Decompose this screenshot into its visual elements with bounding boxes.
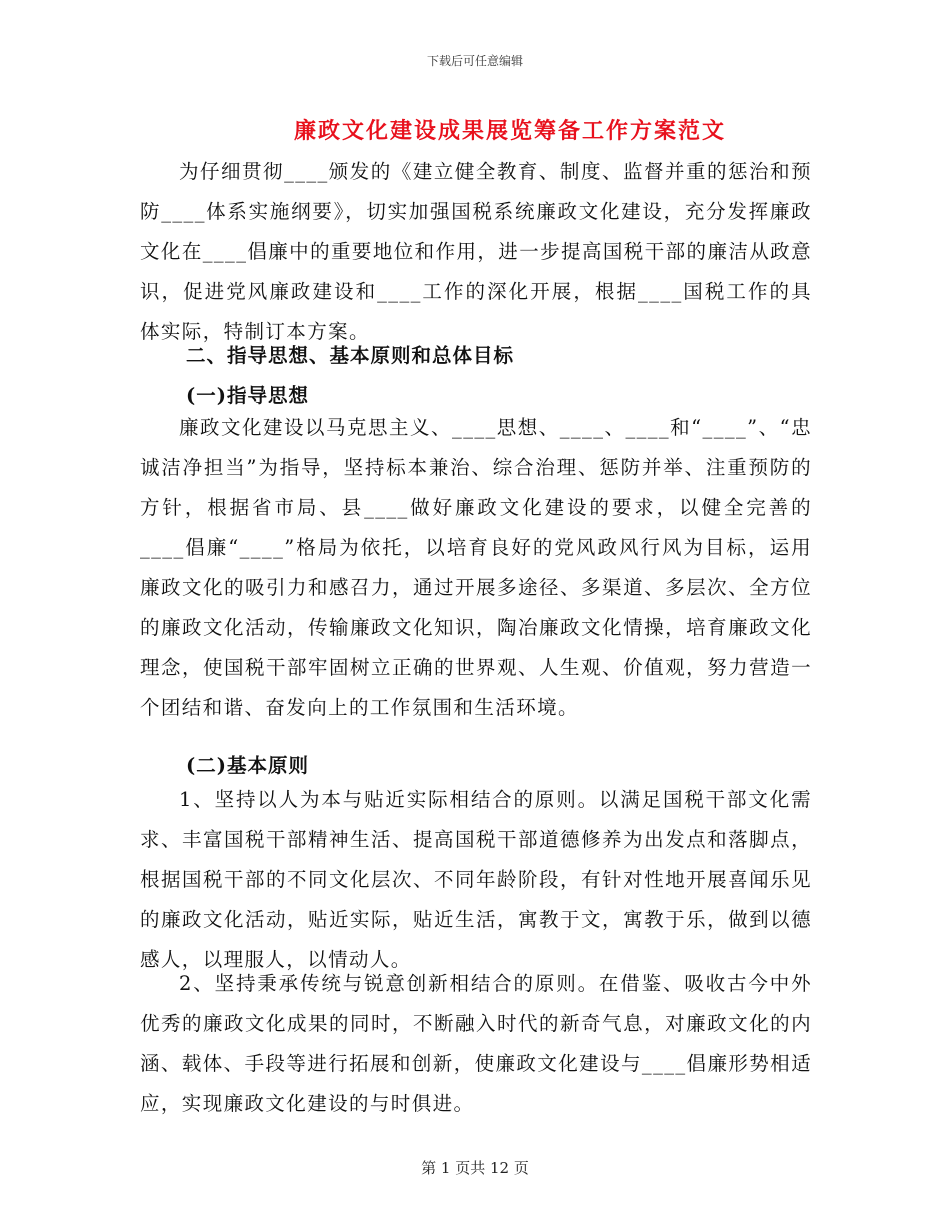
header-note: 下载后可任意编辑 <box>426 54 523 68</box>
section-heading: 二、指导思想、基本原则和总体目标 <box>186 344 515 367</box>
subsection-heading-guiding-thought: (一)指导思想 <box>186 384 309 407</box>
page-footer: 第 1 页共 12 页 <box>421 1159 529 1177</box>
document-title: 廉政文化建设成果展览筹备工作方案范文 <box>293 118 726 144</box>
principle-1-paragraph: 1、坚持以人为本与贴近实际相结合的原则。以满足国税干部文化需求、丰富国税干部精神生活、提高国税干部道德修养为出发点和落脚点，根据国税干部的不同文化层次、不同年龄阶段，有针对性地开展喜闻乐见的廉政文化活动，贴近实际，贴近生活，寓教于文，寓教于乐，做到以德感人，以理服人，以情动人。 <box>140 788 812 971</box>
intro-paragraph: 为仔细贯彻____颁发的《建立健全教育、制度、监督并重的惩治和预防____体系实施纲要》，切实加强国税系统廉政文化建设，充分发挥廉政文化在____倡廉中的重要地位和作用，进一步提高国税干部的廉洁从政意识，促进党风廉政建设和____工作的深化开展，根据____国税工作的具体实际，特制订本方案。 <box>140 160 812 343</box>
guiding-thought-paragraph: 廉政文化建设以马克思主义、____思想、____、____和“____”、“忠诚洁净担当”为指导，坚持标本兼治、综合治理、惩防并举、注重预防的方针，根据省市局、县____做好廉政文化建设的要求，以健全完善的____倡廉“____”格局为依托，以培育良好的党风政风行风为目标，运用廉政文化的吸引力和感召力，通过开展多途径、多渠道、多层次、全方位的廉政文化活动，传输廉政文化知识，陶冶廉政文化情操，培育廉政文化理念，使国税干部牢固树立正确的世界观、人生观、价值观，努力营造一个团结和谐、奋发向上的工作氛围和生活环境。 <box>140 416 812 719</box>
principle-2-paragraph: 2、坚持秉承传统与锐意创新相结合的原则。在借鉴、吸收古今中外优秀的廉政文化成果的同时，不断融入时代的新奇气息，对廉政文化的内涵、载体、手段等进行拓展和创新，使廉政文化建设与____倡廉形势相适应，实现廉政文化建设的与时俱进。 <box>140 972 812 1115</box>
subsection-heading-basic-principles: (二)基本原则 <box>186 754 309 777</box>
